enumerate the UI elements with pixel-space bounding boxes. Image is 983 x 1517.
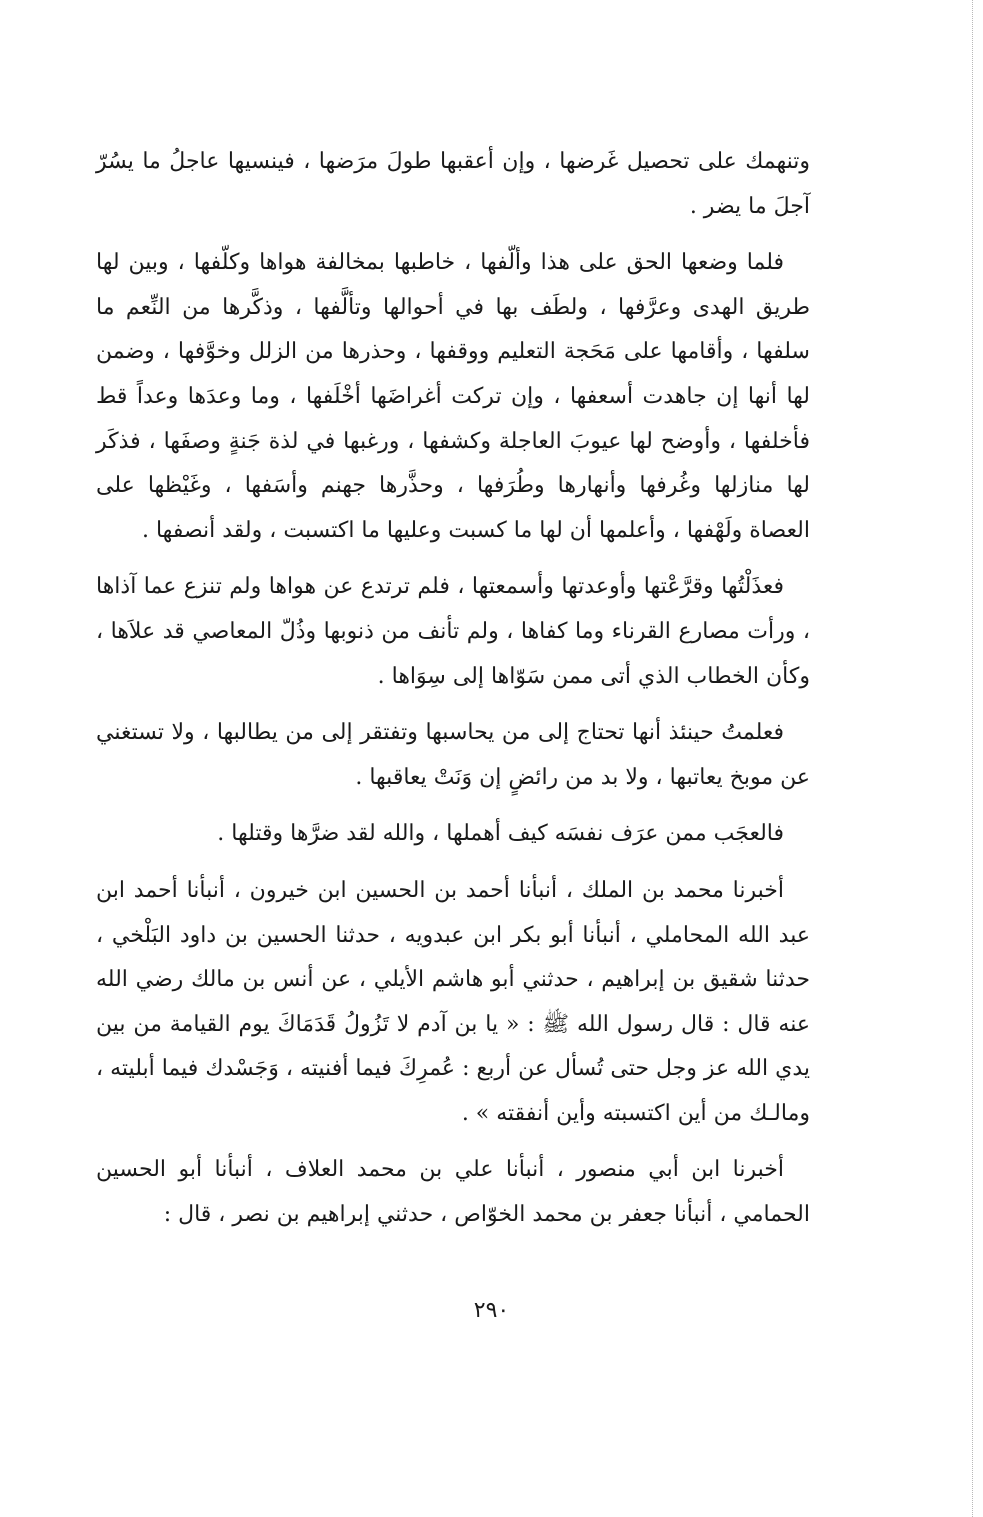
- scan-edge-line: [972, 0, 973, 1517]
- paragraph-4: فعلمتُ حينئذ أنها تحتاج إلى من يحاسبها وتفتقر إلى من يطالبها ، ولا تستغني عن موبخ يعاتبها ، ولا بد من رائضٍ إن وَنَتْ يعاقبها .: [96, 720, 810, 790]
- paragraph-1: وتنهمك على تحصيل غَرضها ، وإن أعقبها طولَ مرَضها ، فينسيها عاجلُ ما يسُرّ آجلَ ما يضر .: [96, 149, 810, 219]
- paragraph-3: فعذَلْتُها وقرَّعْتها وأوعدتها وأسمعتها ، فلم ترتدع عن هواها ولم تنزع عما آذاها ، ورأت مصارع القرناء وما كفاها ، ولم تأنف من ذنوبها وذُلّ المعاصي قد علاَها ، وكأن الخطاب الذي أتى ممن سَوّاها إلى سِوَاها .: [96, 574, 810, 689]
- page-body: [96, 140, 810, 1250]
- paragraph-2: فلما وضعها الحق على هذا وألّفها ، خاطبها بمخالفة هواها وكلّفها ، وبين لها طريق الهدى وعرَّفها ، ولطَف بها في أحوالها وتألَّفها ، وذكَّرها من النِّعم ما سلفها ، وأقامها على مَحَجة التعليم ووقفها ، وحذرها من الزلل وخوَّفها ، وضمن لها أنها إن جاهدت أسعفها ، وإن تركت أغراضَها أخْلَفها ، وما وعدَها وعداً قط فأخلفها ، وأوضح لها عيوبَ العاجلة وكشفها ، ورغبها في لذة جَنةٍ وصفَها ، فذكَر لها منازلها وغُرفها وأنهارها وطُرَفها ، وحذَّرها جهنم وأسَفها ، وغَيْظها على العصاة ولَهْفها ، وأعلمها أن لها ما كسبت وعليها ما اكتسبت ، ولقد أنصفها .: [96, 250, 810, 543]
- paragraph-5: فالعجَب ممن عرَف نفسَه كيف أهملها ، والله لقد ضرَّها وقتلها .: [217, 821, 784, 847]
- paragraph-6-hadith: أخبرنا محمد بن الملك ، أنبأنا أحمد بن الحسين ابن خيرون ، أنبأنا أحمد ابن عبد الله المحاملي ، أنبأنا أبو بكر ابن عبدويه ، حدثنا الحسين بن داود البَلْخي ، حدثنا شقيق بن إبراهيم ، حدثني أبو هاشم الأيلي ، عن أنس بن مالك رضي الله عنه قال : قال رسول الله ﷺ : « يا بن آدم لا تَزُولُ قَدَمَاكَ يوم القيامة من بين يدي الله عز وجل حتى تُسأل عن أربع : عُمرِكَ فيما أفنيته ، وَجَسْدك فيما أبليته ، ومالـك من أين اكتسبته وأين أنفقته » .: [96, 877, 810, 1126]
- paragraph-7: أخبرنا ابن أبي منصور ، أنبأنا علي بن محمد العلاف ، أنبأنا أبو الحسين الحمامي ، أنبأنا جعفر بن محمد الخوّاص ، حدثني إبراهيم بن نصر ، قال :: [96, 1157, 810, 1228]
- page-number: ٢٩٠: [473, 1298, 510, 1323]
